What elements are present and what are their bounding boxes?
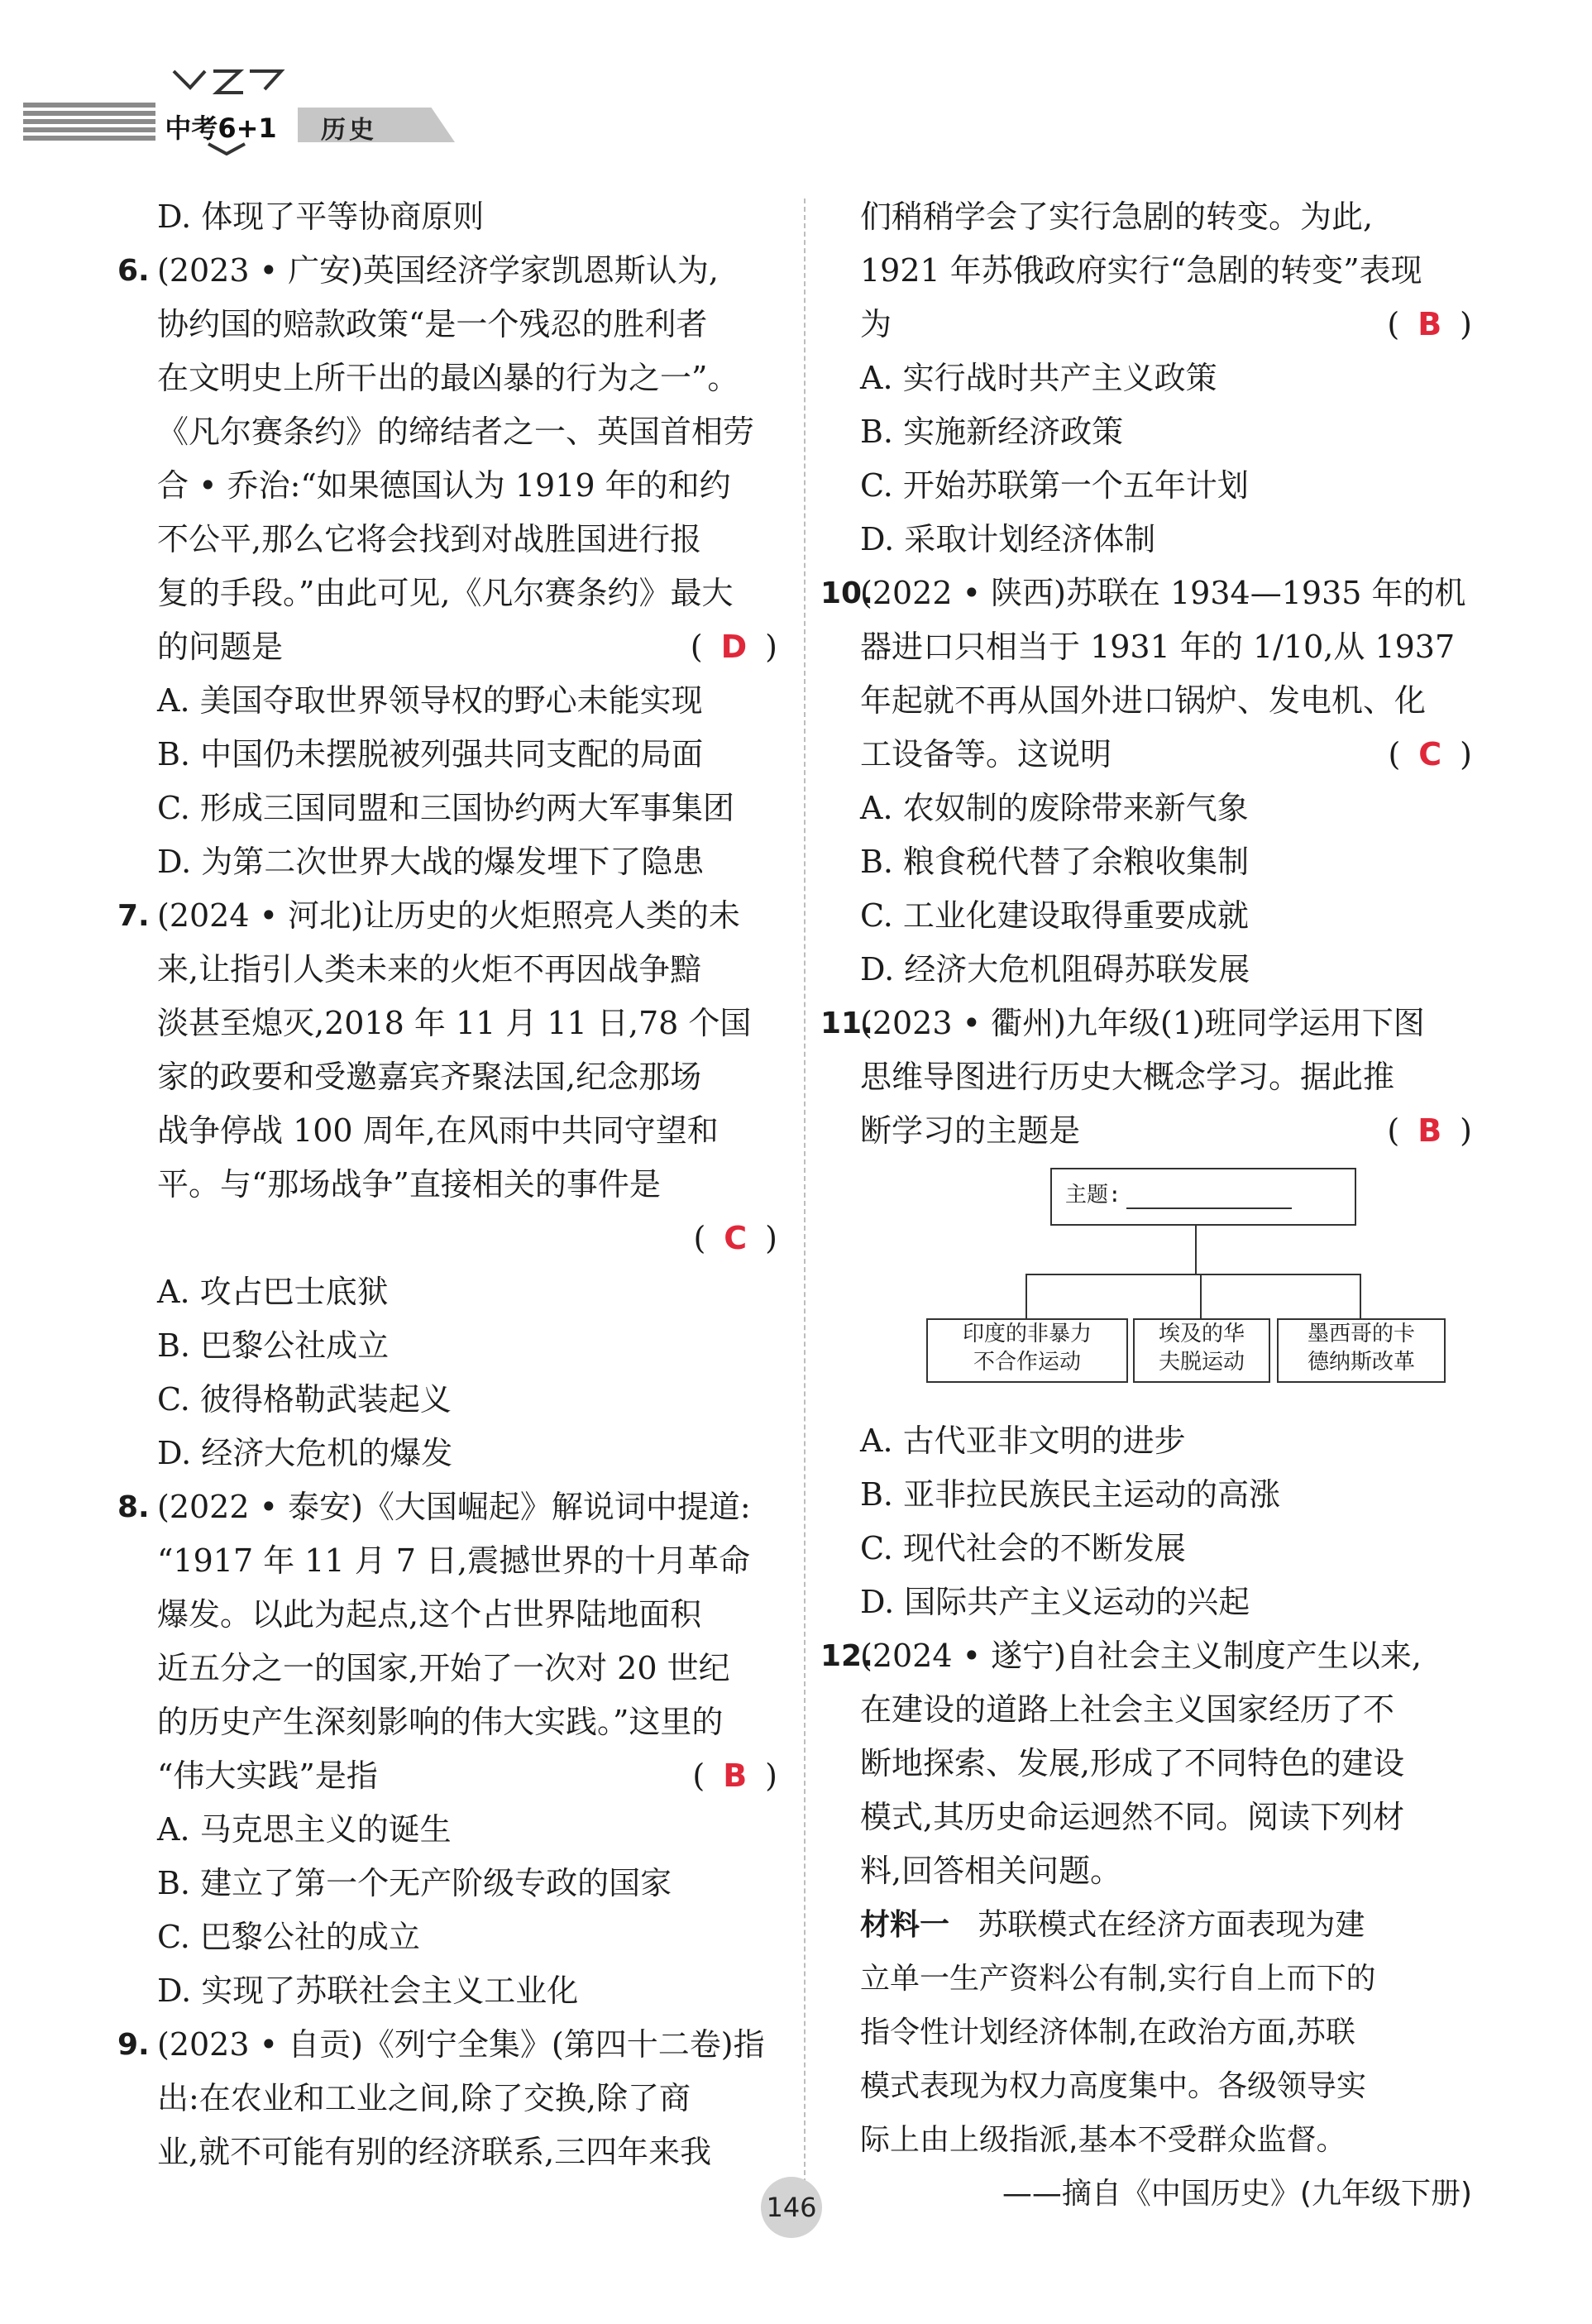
option-line: B. 建立了第一个无产阶级专政的国家: [157, 1865, 672, 1901]
mind-map-box-egypt: 埃及的华 夫脱运动: [1133, 1318, 1270, 1383]
material-line: 立单一生产资料公有制,实行自上而下的: [860, 1962, 1376, 1996]
answer-bracket: ( C ): [1388, 736, 1472, 772]
option-c: C. 现代社会的不断发展: [860, 1530, 1186, 1566]
question-line: 平。与“那场战争”直接相关的事件是: [157, 1166, 661, 1203]
question-line: “伟大实践”是指 ( B ): [157, 1749, 777, 1803]
question-8: [117, 1480, 777, 1803]
option-d: D. 采取计划经济体制: [860, 521, 1156, 557]
option-a: A. 农奴制的废除带来新气象: [860, 790, 1249, 826]
question-number: 9.: [117, 2028, 150, 2062]
question-line: 出:在农业和工业之间,除了交换,除了商: [157, 2080, 691, 2116]
question-number: 10.: [820, 576, 873, 610]
question-line: 模式,其历史命运迥然不同。阅读下列材: [860, 1799, 1405, 1835]
answer-bracket: ( B ): [1387, 306, 1472, 342]
mind-map-box-mexico: 墨西哥的卡 德纳斯改革: [1277, 1318, 1446, 1383]
topic-blank: [1126, 1183, 1292, 1209]
question-line: 7. (2024 • 河北)让历史的火炬照亮人类的未: [157, 889, 777, 943]
answer-letter: D: [720, 629, 748, 665]
question-9: [117, 2018, 777, 2179]
question-line: 爆发。以此为起点,这个占世界陆地面积: [157, 1596, 702, 1633]
question-line: 1921 年苏俄政府实行“急剧的转变”表现: [860, 252, 1422, 289]
subject-label: 历史: [321, 116, 377, 145]
option-d: D. 经济大危机阻碍苏联发展: [860, 951, 1250, 987]
answer-bracket: ( B ): [1387, 1112, 1472, 1149]
answer-line: [157, 1212, 777, 1265]
question-number: 12.: [820, 1639, 873, 1673]
option-line: C. 彼得格勒武装起义: [157, 1381, 452, 1418]
question-line: 们稍稍学会了实行急剧的转变。为此,: [860, 198, 1374, 235]
question-line: 战争停战 100 周年,在风雨中共同守望和: [157, 1112, 719, 1149]
option-line: D. 经济大危机的爆发: [157, 1435, 453, 1471]
option-c: C. 开始苏联第一个五年计划: [860, 467, 1249, 504]
question-10: [820, 567, 1472, 997]
mind-map-box-india: 印度的非暴力 不合作运动: [926, 1318, 1128, 1383]
page-header: [0, 65, 463, 155]
question-line: 的问题是 ( D ): [157, 620, 777, 674]
question-line: “1917 年 11 月 7 日,震撼世界的十月革命: [157, 1542, 751, 1579]
question-line: 协约国的赔款政策“是一个残忍的胜利者: [157, 306, 708, 342]
question-line: 淡甚至熄灭,2018 年 11 月 11 日,78 个国: [157, 1005, 752, 1041]
question-line: 料,回答相关问题。: [860, 1853, 1122, 1889]
mind-map-diagram: [860, 1161, 1472, 1409]
option-b: B. 实施新经济政策: [860, 414, 1124, 450]
series-title: 中考6+1: [165, 112, 277, 144]
option-line: D. 实现了苏联社会主义工业化: [157, 1973, 579, 2009]
option-a: A. 实行战时共产主义政策: [860, 360, 1217, 396]
option-d: D. 国际共产主义运动的兴起: [860, 1584, 1250, 1620]
page-number: 146: [761, 2177, 822, 2238]
option-line: B. 中国仍未摆脱被列强共同支配的局面: [157, 736, 704, 772]
right-column: [820, 190, 1472, 2221]
material-source: ——摘自《中国历史》(九年级下册): [1002, 2177, 1472, 2211]
question-line: 复的手段。”由此可见,《凡尔赛条约》最大: [157, 575, 734, 611]
question-line: 在文明史上所干出的最凶暴的行为之一”。: [157, 360, 739, 396]
header-stripes: [23, 103, 155, 141]
answer-letter: C: [1418, 736, 1442, 772]
option-a: A. 古代亚非文明的进步: [860, 1423, 1186, 1459]
option-line: B. 巴黎公社成立: [157, 1327, 390, 1364]
question-line: 业,就不可能有别的经济联系,三四年来我: [157, 2134, 712, 2170]
question-12: [820, 1629, 1472, 2221]
answer-bracket: ( C ): [693, 1220, 777, 1256]
question-line: 8. (2022 • 泰安)《大国崛起》解说词中提道:: [157, 1480, 777, 1534]
option-line: C. 形成三国同盟和三国协约两大军事集团: [157, 790, 734, 826]
question-number: 11.: [820, 1007, 873, 1040]
question-number: 7.: [117, 899, 150, 933]
option-line: A. 美国夺取世界领导权的野心未能实现: [157, 682, 703, 719]
question-line: 近五分之一的国家,开始了一次对 20 世纪: [157, 1650, 730, 1686]
question-line: 断地探索、发展,形成了不同特色的建设: [860, 1745, 1405, 1781]
option-c: C. 工业化建设取得重要成就: [860, 897, 1249, 934]
answer-letter: B: [1418, 306, 1442, 342]
mind-map-topic-box: 主题:: [1050, 1168, 1356, 1226]
answer-letter: B: [1418, 1112, 1442, 1149]
option-line: D. 为第二次世界大战的爆发埋下了隐患: [157, 844, 705, 880]
material-line: 模式表现为权力高度集中。各级领导实: [860, 2069, 1367, 2103]
question-line: 工设备等。这说明 ( C ): [860, 728, 1472, 782]
question-number: 8.: [117, 1490, 150, 1524]
answer-bracket: ( B ): [692, 1757, 777, 1794]
material-label: 材料一: [860, 1908, 950, 1942]
question-line: 年起就不再从国外进口锅炉、发电机、化: [860, 682, 1427, 719]
column-divider: [804, 198, 806, 2200]
question-line: 在建设的道路上社会主义国家经历了不: [860, 1691, 1395, 1728]
question-line: 合 • 乔治:“如果德国认为 1919 年的和约: [157, 467, 731, 504]
option-line: A. 马克思主义的诞生: [157, 1811, 452, 1848]
question-11: [820, 997, 1472, 1629]
question-line: 为 ( B ): [860, 298, 1472, 351]
material-line: 材料一 苏联模式在经济方面表现为建: [860, 1908, 1365, 1942]
left-column: [117, 190, 777, 2179]
question-line: 的历史产生深刻影响的伟大实践。”这里的: [157, 1704, 724, 1740]
question-line: 6. (2023 • 广安)英国经济学家凯恩斯认为,: [157, 244, 777, 298]
question-line: 思维导图进行历史大概念学习。据此推: [860, 1059, 1395, 1095]
material-line: 际上由上级指派,基本不受群众监督。: [860, 2123, 1346, 2157]
question-9-continued: [860, 190, 1472, 567]
answer-letter: B: [723, 1757, 748, 1794]
question-number: 6.: [117, 254, 150, 288]
question-line: 家的政要和受邀嘉宾齐聚法国,纪念那场: [157, 1059, 702, 1095]
option-line: A. 攻占巴士底狱: [157, 1274, 389, 1310]
option-b: B. 粮食税代替了余粮收集制: [860, 844, 1250, 880]
answer-letter: C: [724, 1220, 748, 1256]
question-line: 12. (2024 • 遂宁)自社会主义制度产生以来,: [860, 1629, 1472, 1683]
question-6: [117, 244, 777, 674]
question-line: 9. (2023 • 自贡)《列宁全集》(第四十二卷)指: [157, 2018, 777, 2072]
question-line: 《凡尔赛条约》的缔结者之一、英国首相劳: [157, 414, 755, 450]
question-line: 11. (2023 • 衢州)九年级(1)班同学运用下图: [860, 997, 1472, 1050]
option-line: C. 巴黎公社的成立: [157, 1919, 420, 1955]
option-b: B. 亚非拉民族民主运动的高涨: [860, 1476, 1281, 1513]
material-line: 指令性计划经济体制,在政治方面,苏联: [860, 2016, 1355, 2049]
question-line: 不公平,那么它将会找到对战胜国进行报: [157, 521, 702, 557]
question-7: [117, 889, 777, 1265]
question-line: 来,让指引人类未来的火炬不再因战争黯: [157, 951, 702, 987]
question-line: 10. (2022 • 陕西)苏联在 1934—1935 年的机: [860, 567, 1472, 620]
question-line: 断学习的主题是 ( B ): [860, 1104, 1472, 1158]
question-line: 器进口只相当于 1931 年的 1/10,从 1937: [860, 629, 1456, 665]
answer-bracket: ( D ): [690, 629, 777, 665]
option-line: D. 体现了平等协商原则: [157, 198, 485, 235]
